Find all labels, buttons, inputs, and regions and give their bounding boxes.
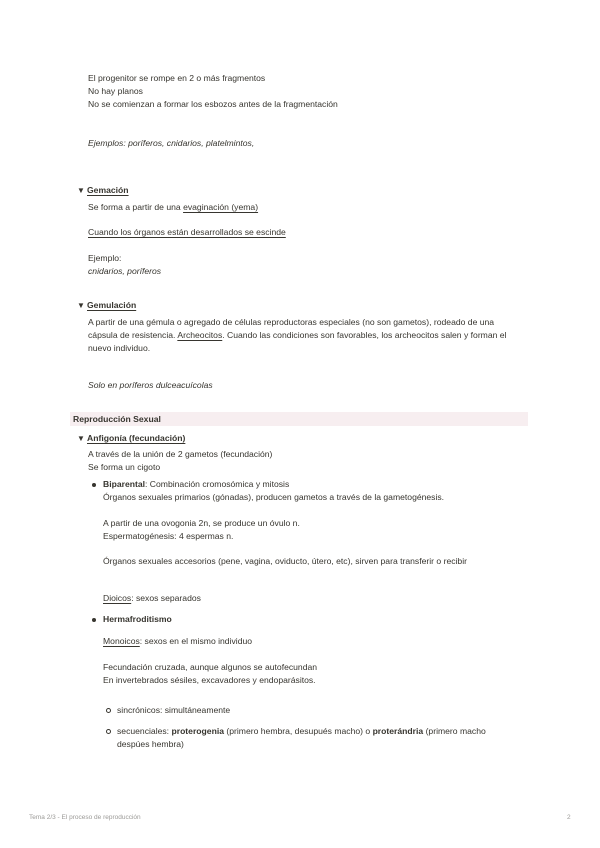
- page-number: 2: [567, 814, 571, 821]
- gemulacion-p3: nuevo individuo.: [88, 343, 151, 353]
- biparental-line-5: Órganos sexuales accesorios (pene, vagina, oviducto, útero, etc), sirven para transferir o recibir: [103, 556, 467, 566]
- biparental-line-2: Órganos sexuales primarios (gónadas), producen gametos a través de la gametogénesis.: [103, 492, 445, 502]
- toggle-gemulacion[interactable]: [77, 299, 136, 313]
- hermafroditismo-label: Hermafroditismo: [103, 614, 172, 624]
- circle-bullet-icon: [106, 729, 111, 734]
- archeocitos-link: Archeocitos: [177, 330, 223, 340]
- gemulacion-p1: A partir de una gémula o agregado de células reproductoras especiales (no son gametos), rodeado de una: [88, 317, 495, 327]
- sub-item-secuenciales-line-2: despúes hembra): [117, 739, 184, 749]
- circle-bullet-icon: [106, 708, 111, 713]
- evaginacion-link: evaginación (yema): [183, 202, 259, 212]
- frag-examples: Ejemplos: poríferos, cnidarios, platelmintos,: [88, 138, 255, 148]
- caret-down-icon: ▼: [77, 434, 85, 443]
- dioicos-line: Dioicos: sexos separados: [103, 593, 201, 603]
- sub-item-sincronicos: sincrónicos: simultáneamente: [117, 705, 231, 715]
- toggle-gemacion[interactable]: [77, 184, 129, 198]
- frag-line-2: No hay planos: [88, 86, 143, 96]
- anfigonia-line-2: Se forma un cigoto: [88, 462, 161, 472]
- gemacion-example-list: cnidarios, poríferos: [88, 266, 162, 276]
- footer-title: Tema 2/3 - El proceso de reproducción: [29, 814, 141, 821]
- frag-line-1: El progenitor se rompe en 2 o más fragmentos: [88, 73, 266, 83]
- biparental-line-1: Biparental: Combinación cromosómica y mitosis: [103, 479, 290, 489]
- sub-item-secuenciales: secuenciales: proterogenia (primero hembra, desupués macho) o proterándria (primero macho: [117, 726, 486, 736]
- gemacion-example-label: Ejemplo:: [88, 253, 122, 263]
- gemulacion-note: Solo en poríferos dulceacuícolas: [88, 380, 213, 390]
- gemacion-title: Gemación: [87, 185, 129, 195]
- bullet-icon: [92, 618, 96, 622]
- section-title: Reproducción Sexual: [73, 414, 161, 424]
- gemacion-line-1: Se forma a partir de una evaginación (yema): [88, 202, 259, 212]
- monoicos-line: Monoicos: sexos en el mismo individuo: [103, 636, 253, 646]
- biparental-label: Biparental: [103, 479, 146, 489]
- gemulacion-title: Gemulación: [87, 300, 137, 310]
- hermafroditismo-line-3: En invertebrados sésiles, excavadores y endoparásitos.: [103, 675, 316, 685]
- gemulacion-p2: cápsula de resistencia. Archeocitos. Cuando las condiciones son favorables, los archeocitos salen y forman el: [88, 330, 507, 340]
- anfigonia-line-1: A través de la unión de 2 gametos (fecundación): [88, 449, 273, 459]
- gemacion-line-2: Cuando los órganos están desarrollados se escinde: [88, 227, 286, 237]
- bullet-icon: [92, 483, 96, 487]
- dioicos-link: Dioicos: [103, 593, 132, 603]
- anfigonia-title: Anfigonía (fecundación): [87, 433, 186, 443]
- caret-down-icon: ▼: [77, 301, 85, 310]
- toggle-anfigonia[interactable]: [77, 432, 185, 446]
- frag-line-3: No se comienzan a formar los esbozos antes de la fragmentación: [88, 99, 338, 109]
- hermafroditismo-line-2: Fecundación cruzada, aunque algunos se autofecundan: [103, 662, 318, 672]
- caret-down-icon: ▼: [77, 186, 85, 195]
- biparental-line-3: A partir de una ovogonia 2n, se produce un óvulo n.: [103, 518, 300, 528]
- monoicos-link: Monoicos: [103, 636, 140, 646]
- biparental-line-4: Espermatogénesis: 4 espermas n.: [103, 531, 234, 541]
